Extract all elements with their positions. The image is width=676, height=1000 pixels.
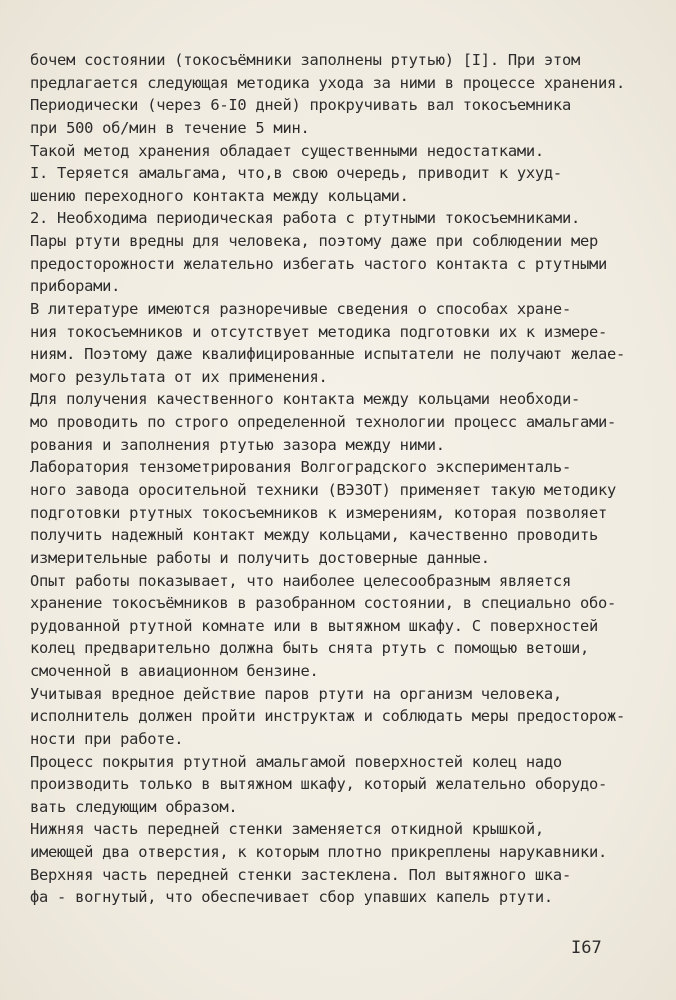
text-line: приборами.	[30, 277, 121, 296]
text-line: производить только в вытяжном шкафу, который желательно оборудо-	[30, 775, 608, 794]
text-line: рования и заполнения ртутью зазора между ними.	[30, 435, 445, 454]
text-line: исполнитель должен пройти инструктаж и соблюдать меры предосторож-	[30, 707, 626, 726]
text-line: Пары ртути вредны для человека, поэтому даже при соблюдении мер	[30, 232, 599, 250]
text-line: Для получения качественного контакта между кольцами необходи-	[30, 390, 580, 409]
text-line: ного завода оросительной техники (ВЭЗОТ) применяет такую методику	[30, 481, 617, 499]
text-line: Опыт работы показывает, что наиболее целесообразным является	[30, 571, 571, 590]
text-line: шению переходного контакта между кольцами.	[30, 186, 409, 205]
text-line: смоченной в авиационном бензине.	[30, 662, 319, 680]
text-line: бочем состоянии (токосъёмники заполнены ртутью) [I]. При этом	[30, 51, 580, 69]
text-line: мого результата от их применения.	[30, 367, 328, 386]
text-line: I. Теряется амальгама, что,в свою очередь, приводит к ухуд-	[30, 164, 562, 183]
text-line: Верхняя часть передней стенки застеклена. Пол вытяжного шка-	[30, 865, 571, 884]
text-line: В литературе имеются разноречивые сведения о способах хране-	[30, 299, 571, 318]
text-line: Процесс покрытия ртутной амальгамой поверхностей колец надо	[30, 752, 562, 771]
text-line: фа - вогнутый, что обеспечивает сбор упавших капель ртути.	[30, 888, 553, 907]
text-line: при 500 об/мин в течение 5 мин.	[30, 118, 310, 137]
text-line: имеющей два отверстия, к которым плотно прикреплены нарукавники.	[30, 843, 608, 861]
text-line: ния токосъемников и отсутствует методика подготовки их к измере-	[30, 322, 608, 341]
text-line: подготовки ртутных токосъемников к измерениям, которая позволяет	[30, 503, 608, 522]
text-line: измерительные работы и получить достоверные данные.	[30, 548, 490, 567]
text-line: мо проводить по строго определенной технологии процесс амальгами-	[30, 413, 617, 432]
text-line: Такой метод хранения обладает существенными недостатками.	[30, 141, 544, 160]
text-line: ности при работе.	[30, 729, 184, 748]
text-line: Периодически (через 6-I0 дней) прокручивать вал токосъемника	[30, 96, 571, 115]
text-line: колец предварительно должна быть снята ртуть с помощью ветоши,	[30, 639, 589, 658]
text-line: Нижняя часть передней стенки заменяется откидной крышкой,	[30, 820, 544, 839]
text-line: 2. Необходима периодическая работа с ртутными токосъемниками.	[30, 209, 580, 228]
text-line: ниям. Поэтому даже квалифицированные испытатели не получают желае-	[30, 345, 626, 364]
text-line: вать следующим образом.	[30, 797, 238, 816]
text-line: предлагается следующая методика ухода за ними в процессе хранения.	[30, 73, 626, 92]
text-line: Лаборатория тензометрирования Волгоградского эксперименталь-	[30, 458, 571, 477]
text-line: предосторожности желательно избегать частого контакта с ртутными	[30, 254, 608, 273]
text-line: получить надежный контакт между кольцами, качественно проводить	[30, 526, 599, 545]
text-line: Учитывая вредное действие паров ртути на организм человека,	[30, 684, 562, 703]
text-line: хранение токосъёмников в разобранном состоянии, в специально обо-	[30, 594, 617, 613]
text-line: рудованной ртутной комнате или в вытяжном шкафу. С поверхностей	[30, 616, 599, 635]
page-number: I67	[571, 938, 602, 958]
